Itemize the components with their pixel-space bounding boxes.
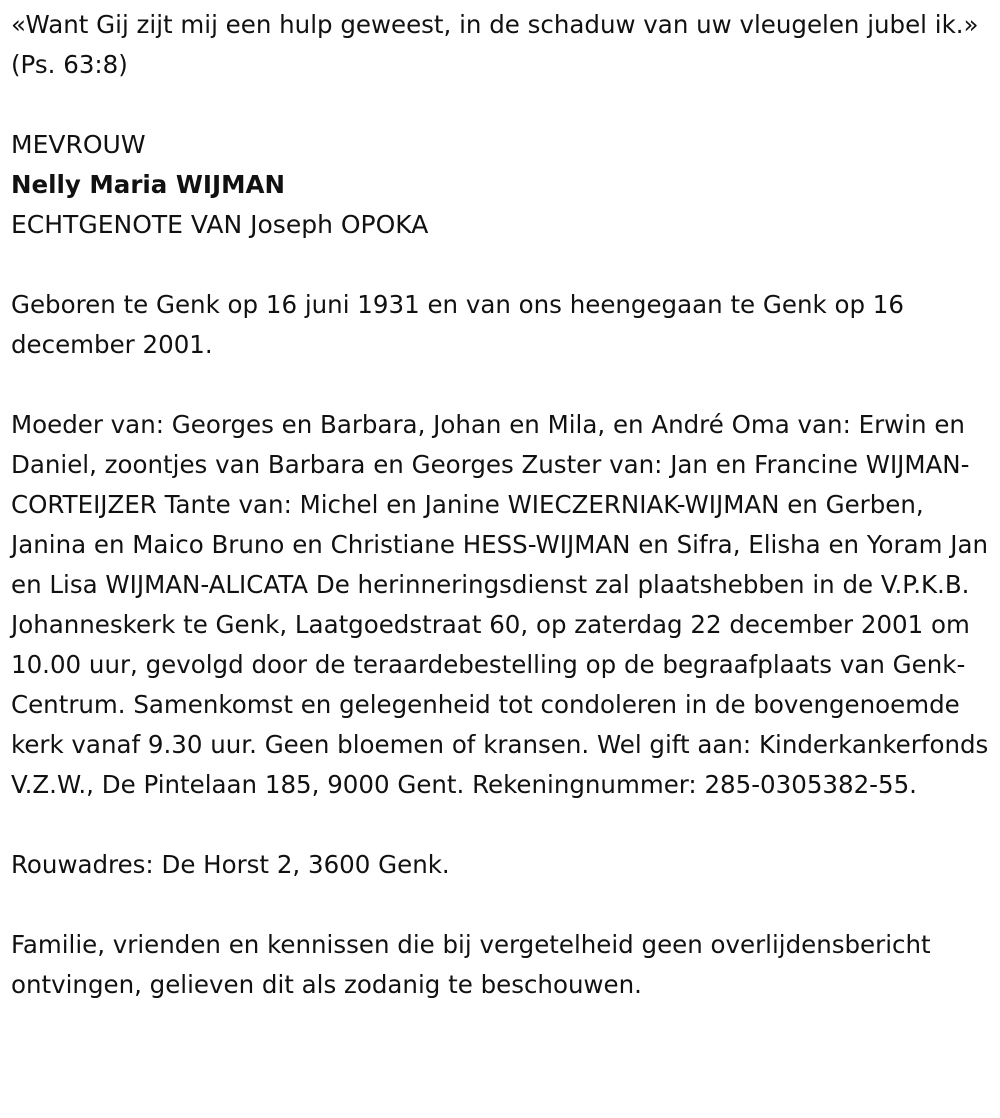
birth-death-paragraph: Geboren te Genk op 16 juni 1931 en van ons heengegaan te Genk op 16 december 2001. <box>11 290 904 359</box>
closing-paragraph: Familie, vrienden en kennissen die bij vergetelheid geen overlijdensbericht ontvingen, gelieven dit als zodanig te beschouwen. <box>11 930 931 999</box>
mourning-address: Rouwadres: De Horst 2, 3600 Genk. <box>11 850 450 879</box>
spacer <box>11 85 991 125</box>
spacer <box>11 805 991 845</box>
death-notice <box>11 5 991 1005</box>
title-prefix: MEVROUW <box>11 130 146 159</box>
deceased-name: Nelly Maria WIJMAN <box>11 170 285 199</box>
psalm-quote: «Want Gij zijt mij een hulp geweest, in de schaduw van uw vleugelen jubel ik.» (Ps. 63:8) <box>11 10 979 79</box>
family-service-paragraph: Moeder van: Georges en Barbara, Johan en Mila, en André Oma van: Erwin en Daniel, zoontjes van Barbara en Georges Zuster van: Jan en Francine WIJMAN-CORTEIJZER Tante van: Michel en Janine WIECZERNIAK-WIJMAN en Gerben, Janina en Maico Bruno en Christiane HESS-WIJMAN en Sifra, Elisha en Yoram Jan en Lisa WIJMAN-ALICATA De herinneringsdienst zal plaatshebben in de V.P.K.B. Johanneskerk te Genk, Laatgoedstraat 60, op zaterdag 22 december 2001 om 10.00 uur, gevolgd door de teraardebestelling op de begraafplaats van Genk-Centrum. Samenkomst en gelegenheid tot condoleren in de bovengenoemde kerk vanaf 9.30 uur. Geen bloemen of kransen. Wel gift aan: Kinderkankerfonds V.Z.W., De Pintelaan 185, 9000 Gent. Rekeningnummer: 285-0305382-55. <box>11 410 989 799</box>
spouse-line: ECHTGENOTE VAN Joseph OPOKA <box>11 210 429 239</box>
spacer <box>11 885 991 925</box>
spacer <box>11 365 991 405</box>
spacer <box>11 245 991 285</box>
